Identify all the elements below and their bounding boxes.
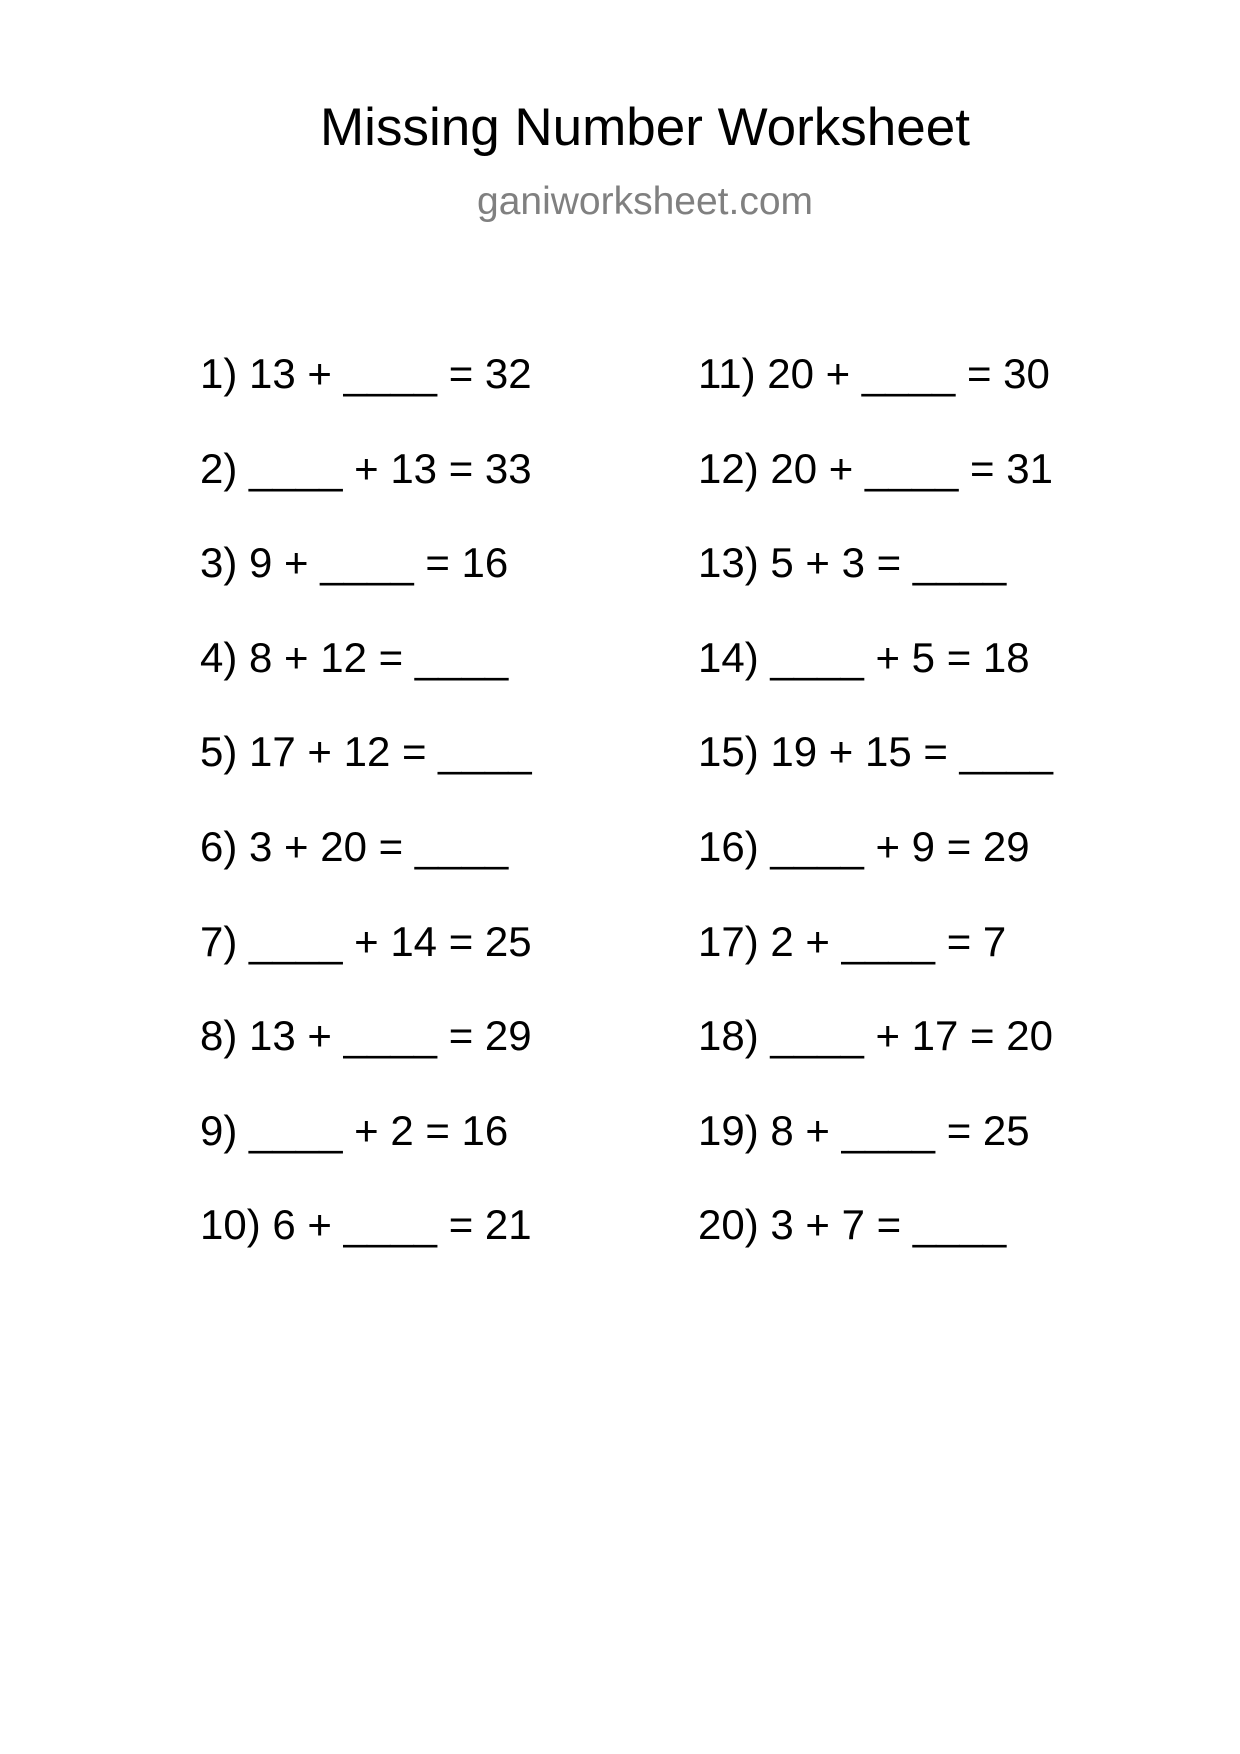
problem-14: 14) ____ + 5 = 18 xyxy=(698,633,1030,681)
problem-15: 15) 19 + 15 = ____ xyxy=(698,728,1053,776)
problem-1: 1) 13 + ____ = 32 xyxy=(200,350,532,397)
problems-column-right xyxy=(698,348,1053,1294)
problem-18: 18) ____ + 17 = 20 xyxy=(698,1012,1053,1060)
site-subtitle: ganiworksheet.com xyxy=(477,180,813,223)
problem-8: 8) 13 + ____ = 29 xyxy=(200,1012,532,1060)
problem-17: 17) 2 + ____ = 7 xyxy=(698,917,1007,965)
problem-3: 3) 9 + ____ = 16 xyxy=(200,539,509,587)
problem-6: 6) 3 + 20 = ____ xyxy=(200,822,509,870)
problem-19: 19) 8 + ____ = 25 xyxy=(698,1106,1030,1154)
problem-16: 16) ____ + 9 = 29 xyxy=(698,822,1030,870)
problem-13: 13) 5 + 3 = ____ xyxy=(698,539,1007,587)
problem-20: 20) 3 + 7 = ____ xyxy=(698,1201,1007,1249)
problem-12: 12) 20 + ____ = 31 xyxy=(698,444,1053,492)
problems-column-left xyxy=(200,348,532,1294)
problem-10: 10) 6 + ____ = 21 xyxy=(200,1201,532,1249)
problem-5: 5) 17 + 12 = ____ xyxy=(200,728,532,776)
problem-7: 7) ____ + 14 = 25 xyxy=(200,917,532,965)
page-title: Missing Number Worksheet xyxy=(320,98,970,157)
problem-4: 4) 8 + 12 = ____ xyxy=(200,633,509,681)
problem-2: 2) ____ + 13 = 33 xyxy=(200,444,532,492)
problem-9: 9) ____ + 2 = 16 xyxy=(200,1106,509,1154)
problem-11: 11) 20 + ____ = 30 xyxy=(698,350,1050,397)
